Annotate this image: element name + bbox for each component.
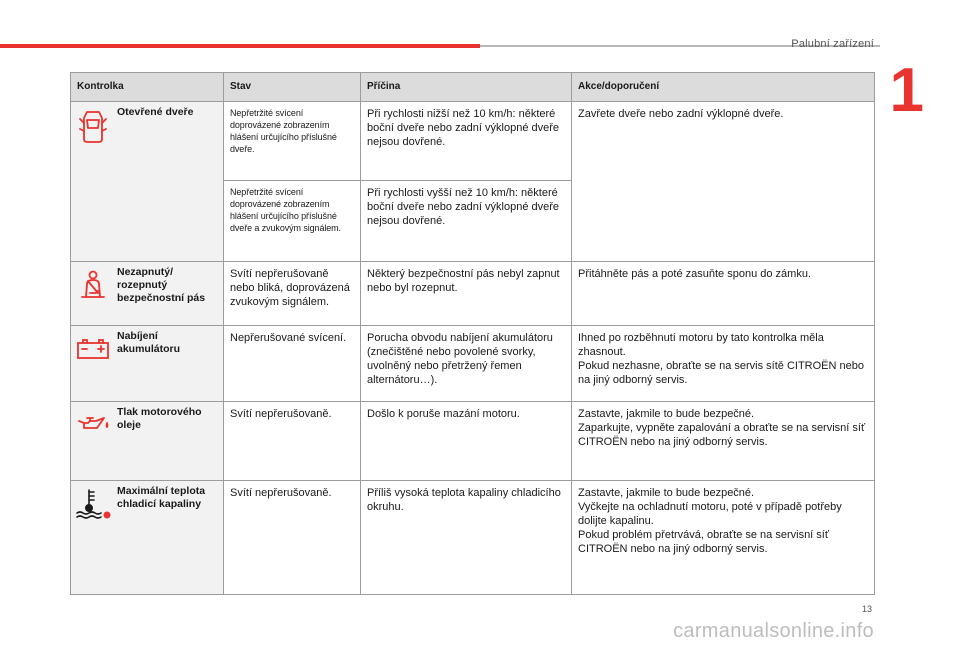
state-cell: Nepřetržité svícení doprovázené zobrazením hlášení určujícího příslušné dveře. [224,102,361,181]
action-cell: Zastavte, jakmile to bude bezpečné. Zaparkujte, vypněte zapalování a obraťte se na servisní síť CITROËN nebo na jiný odborný servis. [572,402,875,481]
oil-pressure-icon [76,412,110,434]
table-header-row [71,73,875,102]
page-number: 13 [861,604,872,614]
action-cell: Přitáhněte pás a poté zasuňte sponu do zámku. [572,262,875,326]
open-door-icon [78,109,108,145]
warning-light-cell [71,102,224,262]
warning-light-name: Otevřené dveře [117,106,194,118]
table-row [71,481,875,595]
cause-cell: Při rychlosti vyšší než 10 km/h: některé boční dveře nebo zadní výklopné dveře nejsou dovřené. [361,181,572,262]
warning-light-cell [71,481,224,595]
cause-cell: Porucha obvodu nabíjení akumulátoru (znečištěné nebo povolené svorky, uvolněný nebo přetržený řemen alternátoru…). [361,326,572,402]
warning-light-cell [71,262,224,326]
warning-light-cell [71,326,224,402]
chapter-number: 1 [889,56,924,125]
table-row [71,102,875,181]
action-cell: Ihned po rozběhnutí motoru by tato kontrolka měla zhasnout. Pokud nezhasne, obraťte se na servis sítě CITROËN nebo na jiný odborný servis. [572,326,875,402]
table-row [71,326,875,402]
table-row [71,402,875,481]
warning-lights-table [70,72,875,595]
state-cell: Svítí nepřerušovaně nebo bliká, doprovázená zvukovým signálem. [224,262,361,326]
column-header: Kontrolka [71,73,224,102]
warning-light-cell [71,402,224,481]
column-header: Akce/doporučení [572,73,875,102]
seatbelt-icon [78,269,108,305]
warning-light-name: Nabíjení akumulátoru [117,330,181,355]
state-cell: Svítí nepřerušovaně. [224,481,361,595]
section-title: Palubní zařízení [791,38,874,50]
warning-light-name: Tlak motorového oleje [117,406,202,431]
battery-icon [76,338,110,360]
cause-cell: Příliš vysoká teplota kapaliny chladicího okruhu. [361,481,572,595]
state-cell: Nepřerušované svícení. [224,326,361,402]
cause-cell: Při rychlosti nižší než 10 km/h: některé boční dveře nebo zadní výklopné dveře nejsou dovřené. [361,102,572,181]
state-cell: Svítí nepřerušovaně. [224,402,361,481]
action-cell: Zavřete dveře nebo zadní výklopné dveře. [572,102,875,262]
warning-light-name: Maximální teplota chladicí kapaliny [117,485,206,510]
table-row [71,262,875,326]
coolant-temperature-icon [74,487,112,521]
cause-cell: Některý bezpečnostní pás nebyl zapnut nebo byl rozepnut. [361,262,572,326]
state-cell: Nepřetržité svícení doprovázené zobrazením hlášení určujícího příslušné dveře a zvukovým signálem. [224,181,361,262]
column-header: Stav [224,73,361,102]
watermark: carmanualsonline.info [673,620,874,642]
cause-cell: Došlo k poruše mazání motoru. [361,402,572,481]
action-cell: Zastavte, jakmile to bude bezpečné. Vyčkejte na ochladnutí motoru, poté v případě potřeby dolijte kapalinu. Pokud problém přetrvává, obraťte se na servisní síť CITROËN nebo na jiný odborný servis. [572,481,875,595]
header-accent-bar [0,44,480,48]
column-header: Příčina [361,73,572,102]
warning-light-name: Nezapnutý/ rozepnutý bezpečnostní pás [117,266,206,304]
